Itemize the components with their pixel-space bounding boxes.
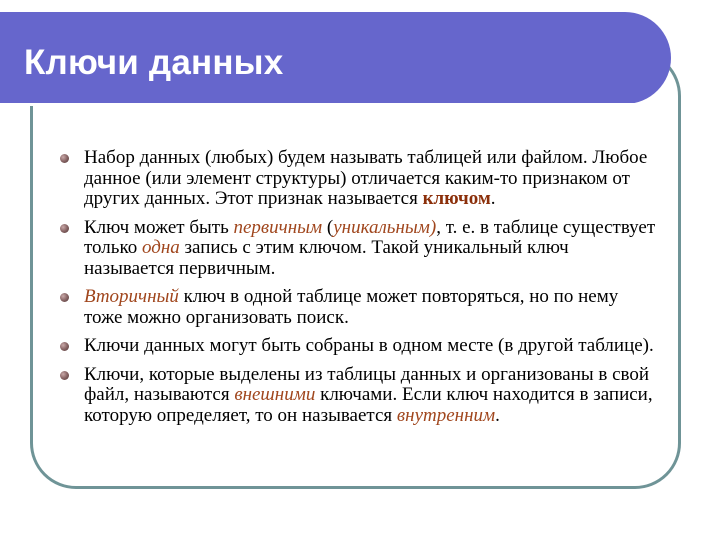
- slide-title: Ключи данных: [24, 43, 284, 82]
- title-underline: [0, 103, 638, 106]
- bullet-dot-icon: [60, 154, 69, 163]
- list-item: [60, 336, 656, 357]
- bullet-dot-icon: [60, 224, 69, 233]
- text-segment: , т. е. в таблице существует только: [84, 216, 656, 258]
- list-item: [60, 148, 656, 210]
- list-item: [60, 218, 656, 280]
- title-bar: [0, 12, 671, 104]
- text-segment: запись с этим ключом. Такой уникальный ключ называется первичным.: [84, 237, 569, 279]
- bullet-list: [60, 148, 656, 434]
- text-segment: ключ в одной таблице может повторяться, но по нему тоже можно организовать поиск.: [84, 286, 619, 328]
- text-segment: (: [322, 216, 334, 238]
- bullet-dot-icon: [60, 342, 69, 351]
- text-segment: .: [495, 404, 500, 426]
- text-segment: Набор данных (любых) будем называть таблицей или файлом. Любое данное (или элемент структуры) отличается каким-то признаком от других данных. Этот признак называется: [84, 147, 648, 209]
- term-key: ключом: [422, 188, 491, 209]
- bullet-dot-icon: [60, 293, 69, 302]
- text-segment: .: [490, 188, 496, 209]
- text-segment: Ключи данных могут быть собраны в одном месте (в другой таблице).: [84, 335, 654, 356]
- text-segment: Ключи, которые выделены из таблицы данных и организованы в свой файл, называются: [84, 363, 650, 405]
- list-item: [60, 365, 656, 427]
- text-segment: Ключ может быть: [84, 216, 234, 238]
- term-primary: первичным: [233, 216, 323, 238]
- text-segment: ключами. Если ключ находится в записи, которую определяет, то он называется: [84, 384, 653, 426]
- list-item: [60, 287, 656, 328]
- term-unique: уникальным): [333, 216, 437, 238]
- bullet-dot-icon: [60, 371, 69, 380]
- term-one: одна: [141, 237, 180, 258]
- term-external: внешними: [234, 384, 316, 405]
- term-internal: внутренним: [396, 404, 496, 426]
- term-secondary: Вторичный: [84, 286, 179, 307]
